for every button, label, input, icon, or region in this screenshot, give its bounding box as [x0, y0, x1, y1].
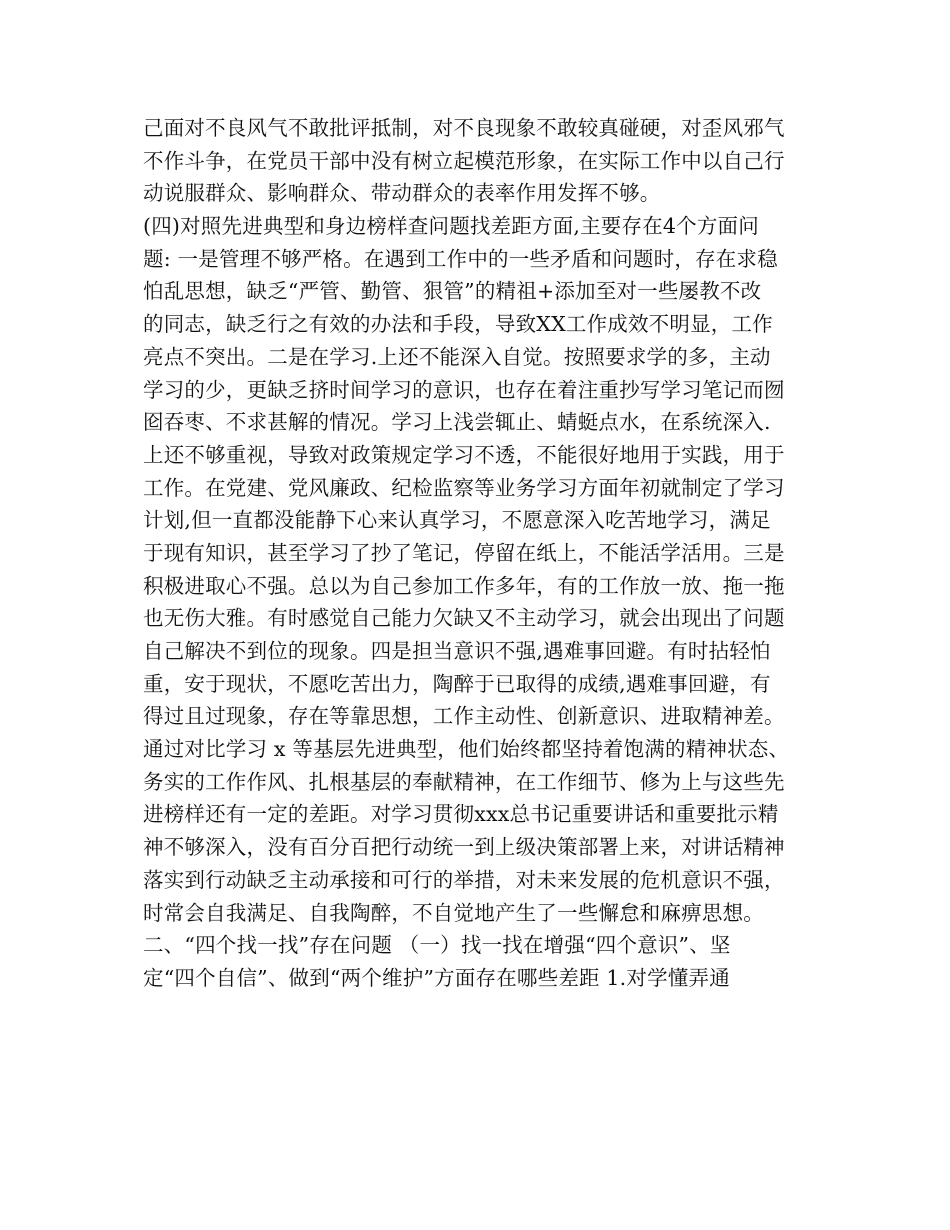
text-line: 时常会自我满足、自我陶醉，不自觉地产生了一些懈怠和麻痹思想。: [143, 900, 764, 925]
text-line: 亮点不突出。二是在学习.上还不能深入自觉。按照要求学的多，主动: [143, 344, 771, 369]
text-line: 的同志，缺乏行之有效的办法和手段，导致XX工作成效不明显，工作: [143, 312, 773, 337]
text-line: 重，安于现状，不愿吃苦出力，陶醉于已取得的成绩,遇难事回避，有: [143, 671, 771, 696]
text-line: 务实的工作作风、扎根基层的奉献精神，在工作细节、修为上与这些先: [143, 769, 785, 794]
text-line: 上还不够重视，导致对政策规定学习不透，不能很好地用于实践，用于: [143, 442, 785, 467]
body-text: [143, 112, 833, 995]
text-line: 定“四个自信”、做到“两个维护”方面存在哪些差距 1.对学懂弄通: [143, 965, 730, 990]
text-line: 二、“四个找一找”存在问题 （一）找一找在增强“四个意识”、坚: [143, 933, 731, 958]
text-line: 积极进取心不强。总以为自己参加工作多年，有的工作放一放、拖一拖: [143, 573, 785, 598]
text-line: 计划,但一直都没能静下心来认真学习，不愿意深入吃苦地学习，满足: [143, 508, 771, 533]
text-line: (四)对照先进典型和身边榜样查问题找差距方面,主要存在4个方面问: [143, 214, 759, 239]
text-line: 囵吞枣、不求甚解的情况。学习上浅尝辄止、蜻蜓点水，在系统深入.: [143, 410, 771, 435]
text-line: 也无伤大雅。有时感觉自己能力欠缺又不主动学习，就会出现出了问题: [143, 606, 785, 631]
text-line: 落实到行动缺乏主动承接和可行的举措，对未来发展的危机意识不强，: [143, 867, 785, 892]
text-line: 题: 一是管理不够严格。在遇到工作中的一些矛盾和问题时，存在求稳: [143, 246, 778, 271]
text-line: 不作斗争，在党员干部中没有树立起模范形象，在实际工作中以自己行: [143, 148, 785, 173]
text-line: 进榜样还有一定的差距。对学习贯彻xxx总书记重要讲话和重要批示精: [143, 802, 779, 827]
text-line: 己面对不良风气不敢批评抵制，对不良现象不敢较真碰硬，对歪风邪气: [143, 116, 785, 140]
text-line: 于现有知识，甚至学习了抄了笔记，停留在纸上，不能活学活用。三是: [143, 540, 785, 565]
text-line: 得过且过现象，存在等靠思想，工作主动性、创新意识、进取精神差。: [143, 704, 785, 729]
text-line: 自己解决不到位的现象。四是担当意识不强,遇难事回避。有时拈轻怕: [143, 639, 771, 663]
text-line: 动说服群众、影响群众、带动群众的表率作用发挥不够。: [143, 181, 661, 206]
text-line: 通过对比学习 x 等基层先进典型，他们始终都坚持着饱满的精神状态、: [143, 737, 790, 762]
text-line: 工作。在党建、党风廉政、纪检监察等业务学习方面年初就制定了学习: [143, 475, 785, 500]
text-line: 学习的少，更缺乏挤时间学习的意识，也存在着注重抄写学习笔记而囫: [143, 377, 785, 402]
text-line: 神不够深入，没有百分百把行动统一到上级决策部署上来，对讲话精神: [143, 835, 785, 860]
text-line: 怕乱思想，缺乏“严管、勤管、狠管”的精祖+添加至对一些屡教不改: [143, 279, 762, 304]
